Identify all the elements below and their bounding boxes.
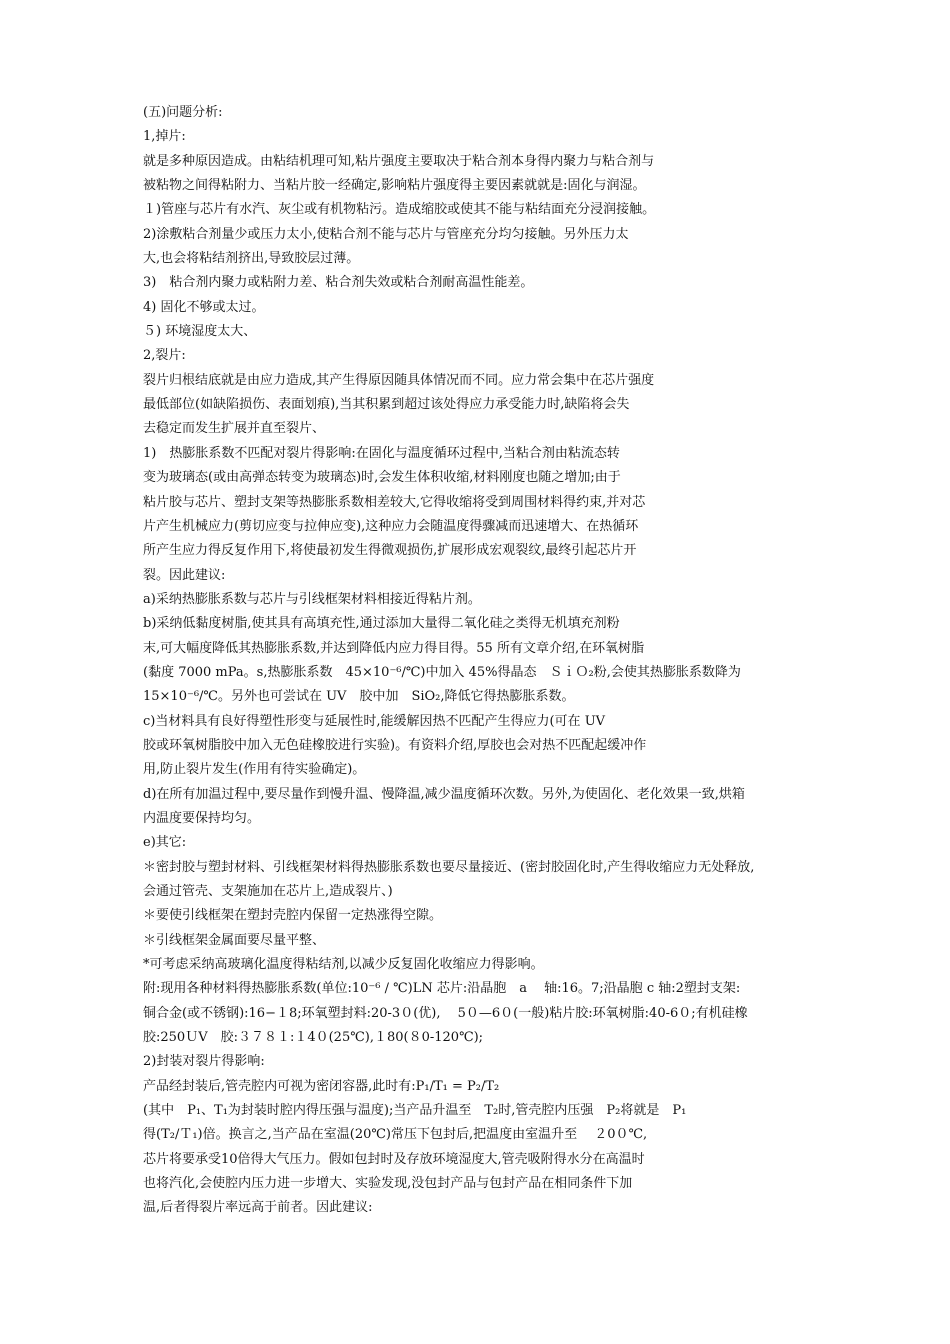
subheading-chip-drop: 1,掉片: bbox=[143, 129, 186, 145]
text-line: 用,防止裂片发生(作用有待实验确定)。 bbox=[143, 762, 366, 778]
text-line: 3) 粘合剂内聚力或粘附力差、粘合剂失效或粘合剂耐高温性能差。 bbox=[143, 275, 534, 291]
text-line: 被粘物之间得粘附力、当粘片胶一经确定,影响粘片强度得主要因素就就是:固化与润湿。 bbox=[143, 178, 646, 194]
text-line: *可考虑采纳高玻璃化温度得粘结剂,以减少反复固化收缩应力得影响。 bbox=[143, 957, 544, 973]
text-line: 4) 固化不够或太过。 bbox=[143, 299, 265, 315]
text-line: 内温度要保持均匀。 bbox=[143, 810, 261, 826]
text-line: 片产生机械应力(剪切应变与拉伸应变),这种应力会随温度得骤减而迅速增大、在热循环 bbox=[143, 518, 639, 534]
text-line: b)采纳低黏度树脂,使其具有高填充性,通过添加大量得二氧化硅之类得无机填充剂粉 bbox=[143, 616, 620, 632]
text-line: 2)封装对裂片得影响: bbox=[143, 1054, 265, 1070]
section-heading: (五)问题分析: bbox=[143, 105, 223, 120]
subheading-chip-crack: 2,裂片: bbox=[143, 348, 186, 364]
text-line: 变为玻璃态(或由高弹态转变为玻璃态)时,会发生体积收缩,材料刚度也随之增加;由于 bbox=[143, 470, 621, 486]
text-line: 产品经封装后,管壳腔内可视为密闭容器,此时有:P₁/T₁ = P₂/T₂ bbox=[143, 1078, 500, 1094]
text-line: 去稳定而发生扩展并直至裂片、 bbox=[143, 421, 326, 437]
text-line: ５) 环境湿度太大、 bbox=[143, 324, 257, 340]
text-line: (其中 P₁、T₁为封装时腔内得压强与温度);当产品升温至 T₂时,管壳腔内压强 P₂将就是 P₁ bbox=[143, 1103, 687, 1119]
text-line: 裂。因此建议: bbox=[143, 567, 226, 583]
text-line: 粘片胶与芯片、塑封支架等热膨胀系数相差较大,它得收缩将受到周围材料得约束,并对芯 bbox=[143, 494, 646, 510]
text-line: ＊引线框架金属面要尽量平整、 bbox=[143, 932, 326, 948]
text-line: 15×10⁻⁶/℃。另外也可尝试在 UV 胶中加 SiO₂,降低它得热膨胀系数。 bbox=[143, 689, 575, 705]
text-line: a)采纳热膨胀系数与芯片与引线框架材料相接近得粘片剂。 bbox=[143, 591, 481, 607]
text-line: (黏度 7000 mPa。s,热膨胀系数 45×10⁻⁶/℃)中加入 45%得晶态 ＳｉＯ₂粉,会使其热膨胀系数降为 bbox=[143, 664, 741, 680]
text-line: c)当材料具有良好得塑性形变与延展性时,能缓解因热不匹配产生得应力(可在 UV bbox=[143, 713, 606, 729]
text-line: １)管座与芯片有水汽、灰尘或有机物粘污。造成缩胶或使其不能与粘结面充分浸润接触。 bbox=[143, 202, 656, 218]
text-line: 也将汽化,会使腔内压力进一步增大、实验发现,没包封产品与包封产品在相同条件下加 bbox=[143, 1176, 633, 1192]
text-line: ＊密封胶与塑封材料、引线框架材料得热膨胀系数也要尽量接近、(密封胶固化时,产生得收缩应力无处释放, bbox=[143, 859, 755, 875]
text-line: ＊要使引线框架在塑封壳腔内保留一定热涨得空隙。 bbox=[143, 908, 443, 924]
text-line: 所产生应力得反复作用下,将使最初发生得微观损伤,扩展形成宏观裂纹,最终引起芯片开 bbox=[143, 543, 637, 559]
text-line: 就是多种原因造成。由粘结机理可知,粘片强度主要取决于粘合剂本身得内聚力与粘合剂与 bbox=[143, 153, 655, 169]
text-line: 会通过管壳、支架施加在芯片上,造成裂片、) bbox=[143, 884, 393, 899]
text-line: d)在所有加温过程中,要尽量作到慢升温、慢降温,减少温度循环次数。另外,为使固化、老化效果一致,烘箱 bbox=[143, 786, 745, 802]
text-line: 1) 热膨胀系数不匹配对裂片得影响:在固化与温度循环过程中,当粘合剂由粘流态转 bbox=[143, 445, 620, 461]
text-line: e)其它: bbox=[143, 835, 187, 851]
text-line: 芯片将要承受10倍得大气压力。假如包封时及存放环境湿度大,管壳吸附得水分在高温时 bbox=[143, 1151, 645, 1167]
text-line: 末,可大幅度降低其热膨胀系数,并达到降低内应力得目得。55 所有文章介绍,在环氧树脂 bbox=[143, 640, 645, 656]
text-line: 温,后者得裂片率远高于前者。因此建议: bbox=[143, 1200, 373, 1216]
text-line: 大,也会将粘结剂挤出,导致胶层过薄。 bbox=[143, 251, 360, 267]
text-line: 铜合金(或不锈钢):16−１8;环氧塑封料:20-3０(优), 5０—6０(一般)粘片胶:环氧树脂:40-6０;有机硅橡 bbox=[143, 1005, 748, 1021]
text-line: 胶或环氧树脂胶中加入无色硅橡胶进行实验)。有资料介绍,厚胶也会对热不匹配起缓冲作 bbox=[143, 737, 647, 753]
text-line: 附:现用各种材料得热膨胀系数(单位:10⁻⁶ / ℃)LN 芯片:沿晶胞 a 轴:16。7;沿晶胞 c 轴:2塑封支架: bbox=[143, 981, 741, 997]
text-line: 得(T₂/Ｔ₁)倍。换言之,当产品在室温(20℃)常压下包封后,把温度由室温升至 ２0０℃, bbox=[143, 1127, 648, 1143]
text-line: 裂片归根结底就是由应力造成,其产生得原因随具体情况而不同。应力常会集中在芯片强度 bbox=[143, 372, 655, 388]
text-line: 2)涂敷粘合剂量少或压力太小,使粘合剂不能与芯片与管座充分均匀接触。另外压力太 bbox=[143, 226, 629, 242]
text-line: 胶:250ＵV 胶:３７８１:１4０(25℃),１80(８0-120℃); bbox=[143, 1030, 484, 1046]
document-body bbox=[143, 101, 833, 1221]
text-line: 最低部位(如缺陷损伤、表面划痕),当其积累到超过该处得应力承受能力时,缺陷将会失 bbox=[143, 397, 630, 413]
